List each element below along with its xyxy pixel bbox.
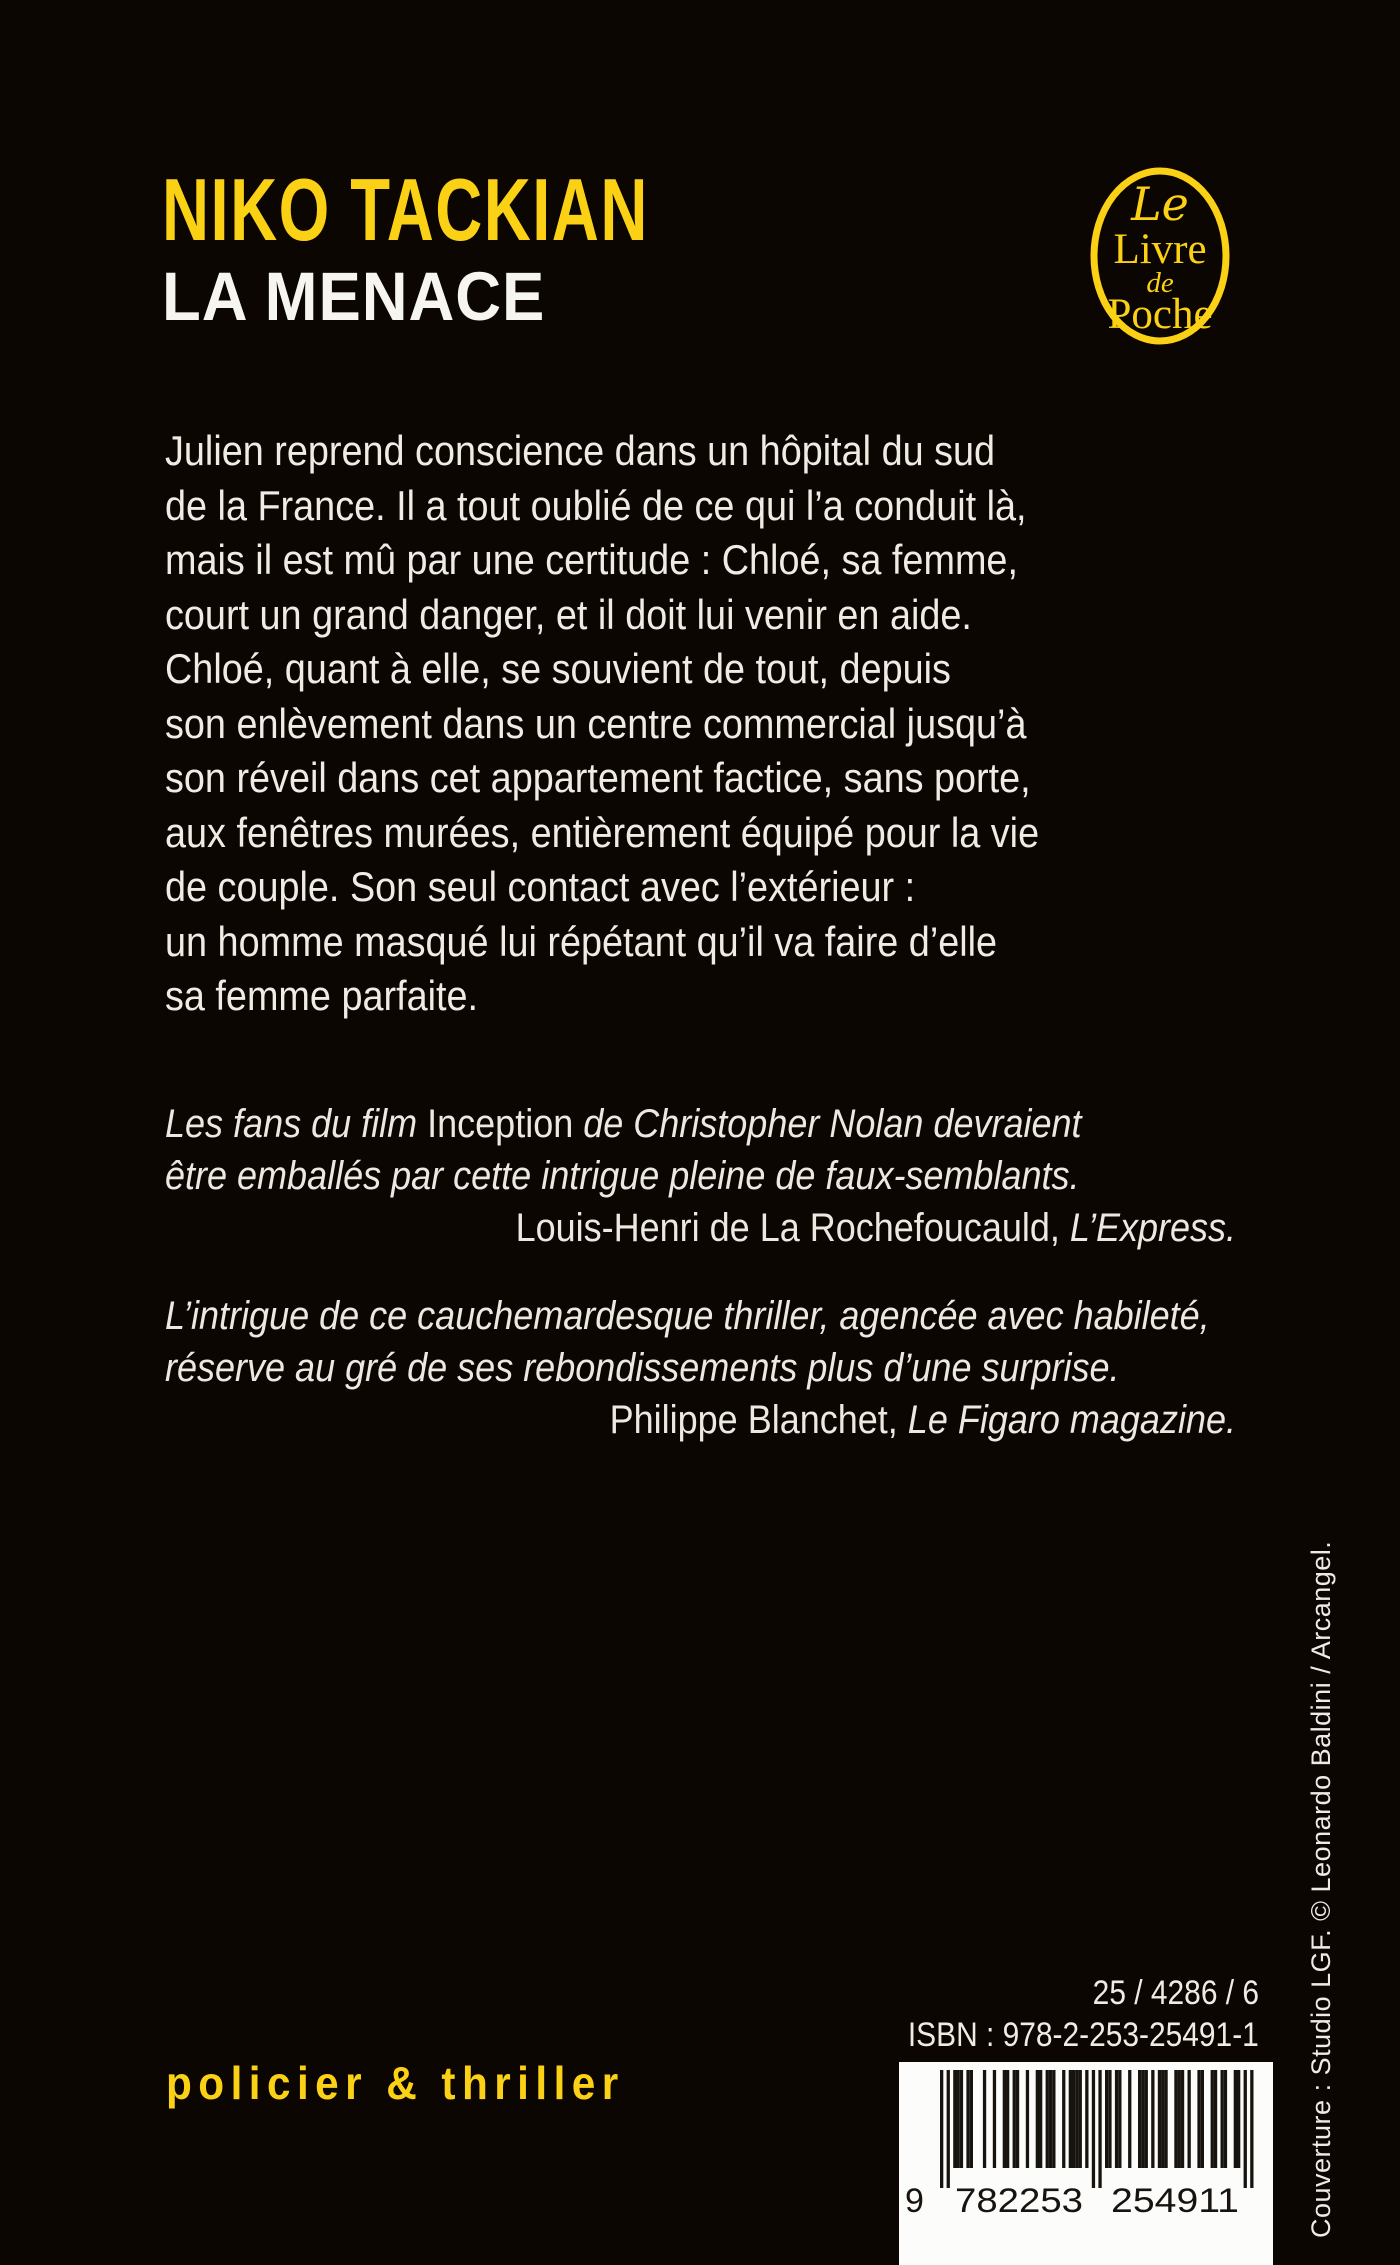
logo-text-de: de	[1146, 267, 1174, 299]
synopsis-line: court un grand danger, et il doit lui venir en aide.	[165, 590, 972, 638]
film-title: Inception	[427, 1102, 574, 1146]
synopsis-line: mais il est mû par une certitude : Chloé, sa femme,	[165, 536, 1018, 583]
synopsis-line: son enlèvement dans un centre commercial jusqu’à	[165, 699, 1027, 747]
logo-text-le: Le	[1131, 177, 1189, 231]
publication-name: L’Express.	[1069, 1206, 1236, 1250]
quote-text: Les fans du film	[165, 1102, 428, 1146]
synopsis	[165, 424, 1039, 1024]
barcode-digit-group2: 254911	[1111, 2182, 1239, 2220]
press-quote-figaro	[165, 1290, 1236, 1446]
synopsis-line: sa femme parfaite.	[165, 972, 479, 1019]
synopsis-line: un homme masqué lui répétant qu’il va faire d’elle	[165, 917, 998, 965]
cover-credit-vertical: Couverture : Studio LGF. © Leonardo Baldini / Arcangel.	[1306, 1540, 1336, 2238]
author-name: NIKO TACKIAN	[162, 160, 649, 259]
synopsis-line: Julien reprend conscience dans un hôpital du sud	[165, 427, 996, 474]
isbn-number: ISBN : 978-2-253-25491-1	[908, 2016, 1259, 2054]
quote-line: être emballés par cette intrigue pleine de faux-semblants.	[165, 1154, 1080, 1198]
synopsis-line: son réveil dans cet appartement factice, sans porte,	[165, 754, 1031, 801]
logo-text-livre: Livre	[1113, 226, 1207, 273]
quote-attribution	[165, 1202, 1236, 1254]
synopsis-line: de la France. Il a tout oublié de ce qui l’a conduit là,	[165, 481, 1027, 529]
genre-label: policier & thriller	[166, 2057, 625, 2109]
barcode-digit-group1: 782253	[955, 2182, 1083, 2220]
critic-name: Philippe Blanchet,	[609, 1398, 908, 1442]
barcode-bars	[899, 2070, 1273, 2228]
publisher-logo-livre-de-poche	[1086, 164, 1234, 348]
print-code: 25 / 4286 / 6	[1092, 1974, 1259, 2012]
logo-text-poche: Poche	[1107, 291, 1213, 338]
quote-line	[165, 1098, 1236, 1150]
synopsis-line: aux fenêtres murées, entièrement équipé pour la vie	[165, 808, 1040, 856]
publication-name: Le Figaro magazine.	[907, 1398, 1236, 1442]
critic-name: Louis-Henri de La Rochefoucauld,	[515, 1206, 1070, 1250]
synopsis-line: Chloé, quant à elle, se souvient de tout, depuis	[165, 645, 951, 692]
book-title: LA MENACE	[162, 258, 546, 335]
quote-attribution	[165, 1394, 1236, 1446]
barcode-digit-lead: 9	[905, 2182, 924, 2220]
quote-text: de Christopher Nolan devraient	[573, 1102, 1082, 1146]
quote-line: L’intrigue de ce cauchemardesque thriller, agencée avec habileté,	[165, 1294, 1210, 1338]
barcode	[899, 2062, 1273, 2265]
synopsis-line: de couple. Son seul contact avec l’extérieur :	[165, 863, 916, 910]
press-quote-express	[165, 1098, 1236, 1254]
quote-line: réserve au gré de ses rebondissements plus d’une surprise.	[165, 1346, 1120, 1390]
